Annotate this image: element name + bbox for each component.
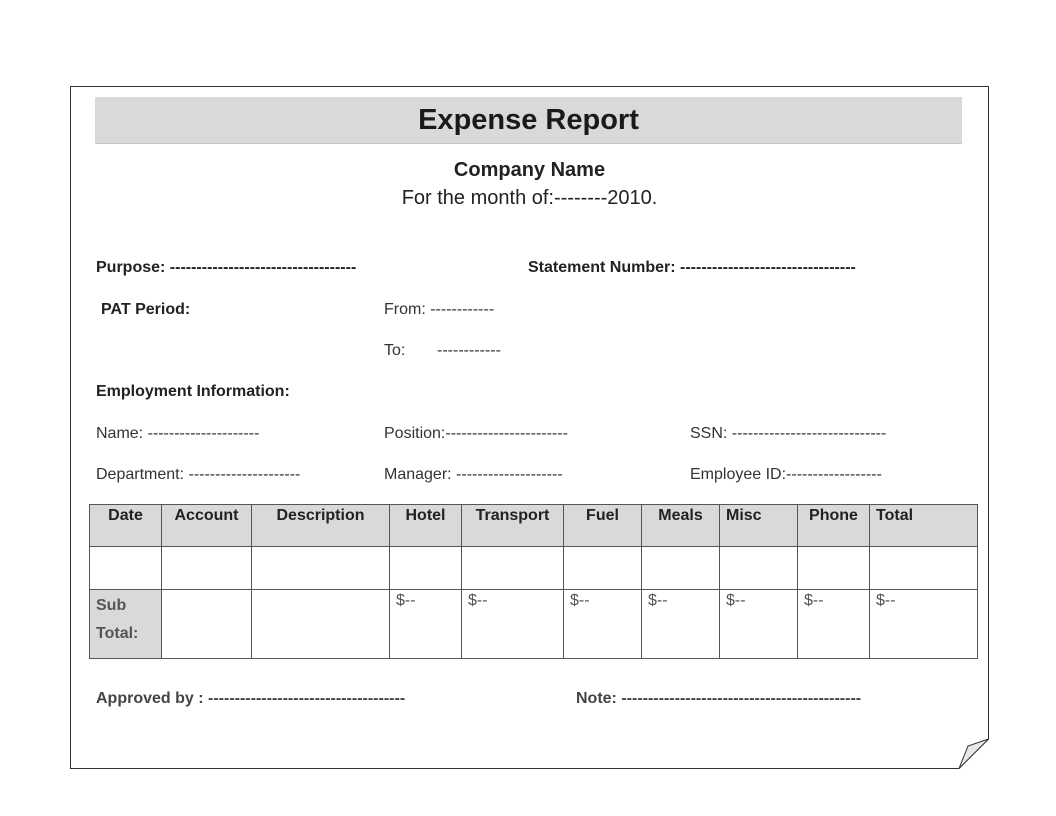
manager-field: Manager: --------------------: [384, 466, 563, 483]
subtotal-transport: $--: [462, 590, 564, 659]
note-field: Note: ---------------------------------------------: [576, 690, 862, 707]
to-value: ------------: [437, 342, 501, 359]
table-row: [90, 547, 978, 590]
header-transport: Transport: [462, 505, 564, 547]
subtotal-description-cell: [252, 590, 390, 659]
subtotal-misc: $--: [720, 590, 798, 659]
subtotal-meals: $--: [642, 590, 720, 659]
subtotal-phone: $--: [798, 590, 870, 659]
company-name: Company Name: [453, 159, 606, 181]
header-total: Total: [870, 505, 978, 547]
employment-info-heading: Employment Information:: [96, 383, 290, 400]
subtotal-total: $--: [870, 590, 978, 659]
table-cell[interactable]: [462, 547, 564, 590]
table-cell[interactable]: [720, 547, 798, 590]
header-phone: Phone: [798, 505, 870, 547]
expense-report-sheet: [70, 86, 989, 769]
table-header-row: [90, 505, 978, 547]
statement-number-field: Statement Number: ---------------------------------: [528, 259, 856, 276]
header-account: Account: [162, 505, 252, 547]
employee-id-field: Employee ID:------------------: [690, 466, 882, 483]
month-line: For the month of:--------2010.: [401, 187, 658, 209]
header-fuel: Fuel: [564, 505, 642, 547]
table-cell[interactable]: [870, 547, 978, 590]
department-field: Department: ---------------------: [96, 466, 301, 483]
ssn-field: SSN: -----------------------------: [690, 425, 887, 442]
pat-period-label: PAT Period:: [101, 301, 191, 318]
to-label: To:: [384, 342, 406, 359]
subtotal-label-line-2: Total:: [96, 625, 139, 642]
subtotal-row: [90, 590, 978, 659]
subtotal-fuel: $--: [564, 590, 642, 659]
from-field: From: ------------: [384, 301, 495, 318]
header-hotel: Hotel: [390, 505, 462, 547]
subtotal-label-line-1: Sub: [96, 597, 127, 614]
table-cell[interactable]: [252, 547, 390, 590]
subtotal-label: [90, 590, 162, 659]
table-cell[interactable]: [390, 547, 462, 590]
header-meals: Meals: [642, 505, 720, 547]
table-cell[interactable]: [90, 547, 162, 590]
table-cell[interactable]: [564, 547, 642, 590]
subtotal-hotel: $--: [390, 590, 462, 659]
approved-by-field: Approved by : -------------------------------------: [96, 690, 406, 707]
table-cell[interactable]: [162, 547, 252, 590]
purpose-field: Purpose: -----------------------------------: [96, 259, 357, 276]
header-description: Description: [252, 505, 390, 547]
expense-table: [89, 504, 978, 659]
subtotal-account-cell: [162, 590, 252, 659]
header-misc: Misc: [720, 505, 798, 547]
header-date: Date: [90, 505, 162, 547]
position-field: Position:-----------------------: [384, 425, 568, 442]
report-title: Expense Report: [95, 97, 962, 144]
name-field: Name: ---------------------: [96, 425, 260, 442]
table-cell[interactable]: [798, 547, 870, 590]
table-cell[interactable]: [642, 547, 720, 590]
